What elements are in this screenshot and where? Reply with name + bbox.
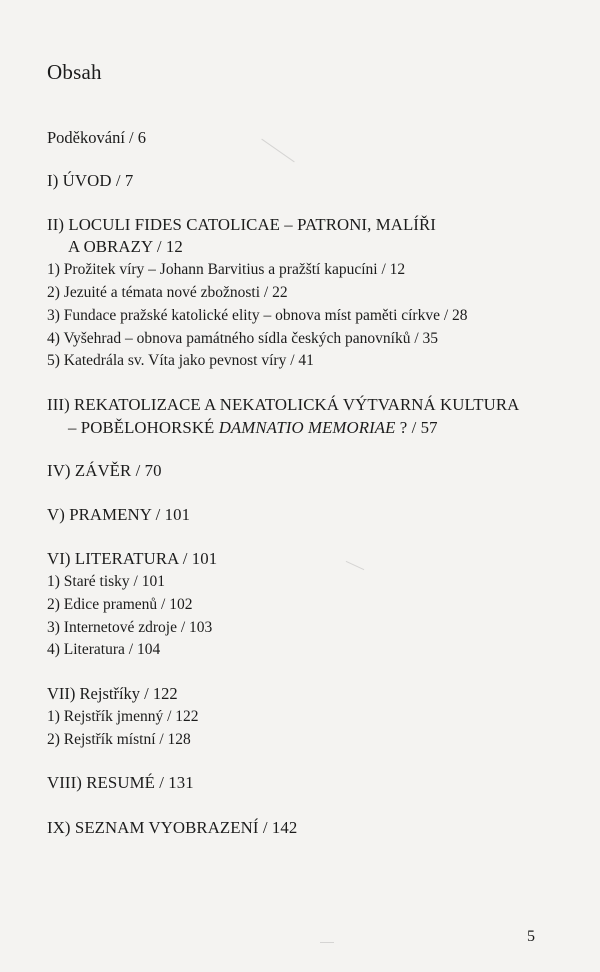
- toc-entry-chapter-3-line-2: [68, 418, 438, 438]
- toc-subentry-7-1: 1) Rejstřík jmenný / 122: [47, 708, 199, 725]
- toc-entry-chapter-3-line-1: III) REKATOLIZACE A NEKATOLICKÁ VÝTVARNÁ KULTURA: [47, 395, 520, 414]
- paper-speck: [320, 942, 334, 943]
- toc-subentry-6-2: 2) Edice pramenů / 102: [47, 596, 193, 613]
- paper-speck: [346, 561, 365, 570]
- toc-subentry-6-3: 3) Internetové zdroje / 103: [47, 619, 213, 636]
- toc-subentry-6-1: 1) Staré tisky / 101: [47, 573, 165, 590]
- toc-entry-resume: VIII) RESUMÉ / 131: [47, 773, 194, 792]
- toc-ch3-italic: DAMNATIO MEMORIAE: [218, 418, 396, 437]
- paper-speck: [261, 139, 294, 163]
- toc-subentry-2-2: 2) Jezuité a témata nové zbožnosti / 22: [47, 284, 288, 301]
- page-number: 5: [527, 928, 535, 945]
- toc-entry-literatura: VI) LITERATURA / 101: [47, 549, 218, 568]
- toc-entry-rejstriky: VII) Rejstříky / 122: [47, 684, 178, 703]
- toc-subentry-2-3: 3) Fundace pražské katolické elity – obnova míst paměti církve / 28: [47, 307, 468, 324]
- toc-entry-chapter-2-line-2: A OBRAZY / 12: [68, 237, 183, 256]
- toc-subentry-2-1: 1) Prožitek víry – Johann Barvitius a pražští kapucíni / 12: [47, 261, 406, 278]
- toc-entry-uvod: I) ÚVOD / 7: [47, 171, 134, 190]
- toc-entry-podekovani: Poděkování / 6: [47, 128, 146, 147]
- toc-subentry-2-5: 5) Katedrála sv. Víta jako pevnost víry / 41: [47, 352, 314, 369]
- toc-subentry-2-4: 4) Vyšehrad – obnova památného sídla českých panovníků / 35: [47, 330, 439, 347]
- toc-subentry-6-4: 4) Literatura / 104: [47, 641, 161, 658]
- toc-subentry-7-2: 2) Rejstřík místní / 128: [47, 731, 191, 748]
- toc-ch3-prefix: – POBĚLOHORSKÉ: [68, 418, 219, 437]
- toc-entry-prameny: V) PRAMENY / 101: [47, 505, 191, 524]
- toc-entry-chapter-2-line-1: II) LOCULI FIDES CATOLICAE – PATRONI, MALÍŘI: [47, 215, 436, 234]
- toc-entry-seznam-vyobrazeni: IX) SEZNAM VYOBRAZENÍ / 142: [47, 818, 298, 837]
- toc-ch3-suffix: ? / 57: [395, 418, 438, 437]
- page-title: Obsah: [47, 60, 102, 84]
- toc-entry-zaver: IV) ZÁVĚR / 70: [47, 461, 162, 480]
